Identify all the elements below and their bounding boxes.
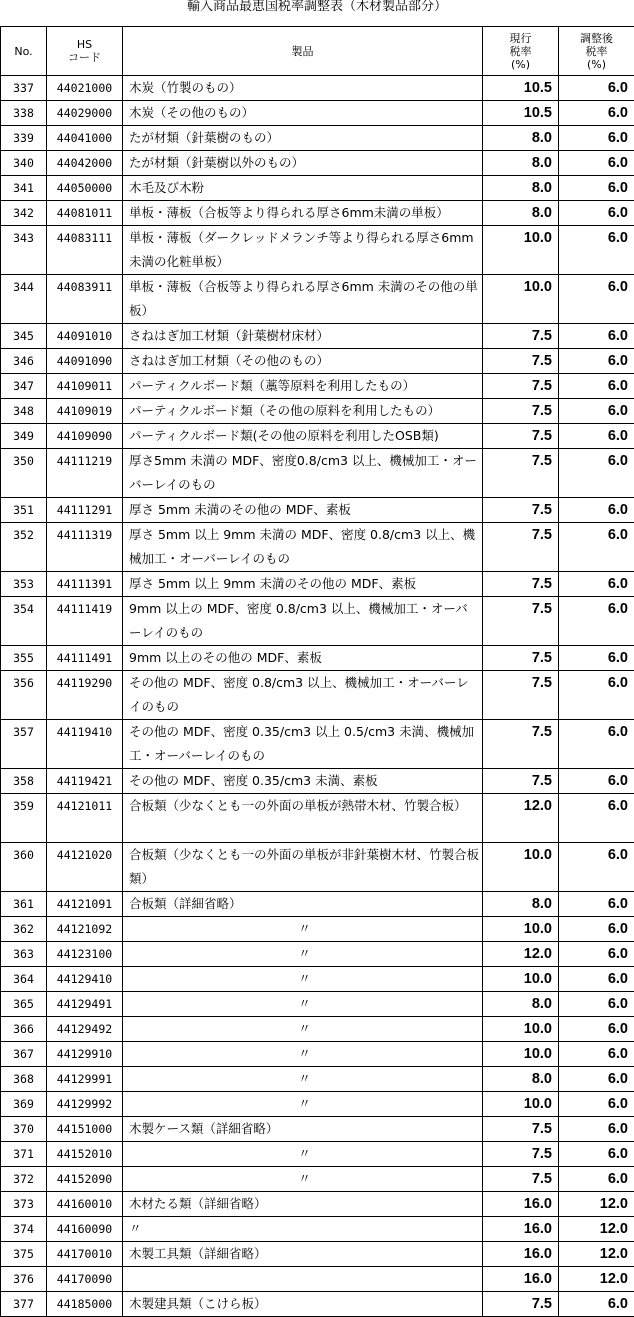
table-row: [1, 597, 634, 646]
product-cell: パーティクルボード類（その他の原料を利用したもの）: [123, 399, 483, 424]
hs-code-cell: 44185000: [47, 1292, 123, 1317]
product-cell: 厚さ 5mm 以上 9mm 未満の MDF、密度 0.8/cm3 以上、機械加工・オーバーレイのもの: [123, 523, 483, 572]
product-cell: その他の MDF、密度 0.35/cm3 未満、素板: [123, 769, 483, 794]
table-row: [1, 349, 634, 374]
table-row: [1, 572, 634, 597]
adjusted-rate-cell: 6.0: [559, 424, 634, 449]
adjusted-rate-cell: 6.0: [559, 1067, 634, 1092]
current-rate-cell: 7.5: [483, 1142, 559, 1167]
row-no: 360: [1, 843, 47, 892]
hs-code-cell: 44152090: [47, 1167, 123, 1192]
hs-code-cell: 44160090: [47, 1217, 123, 1242]
product-cell: さねはぎ加工材類（その他のもの）: [123, 349, 483, 374]
hs-code-cell: 44083911: [47, 275, 123, 324]
current-rate-cell: 8.0: [483, 992, 559, 1017]
header-row: [1, 27, 634, 76]
adjusted-rate-cell: 12.0: [559, 1267, 634, 1292]
header-no: No.: [1, 27, 47, 76]
hs-code-cell: 44119421: [47, 769, 123, 794]
tariff-table: [0, 26, 634, 1317]
current-rate-cell: 7.5: [483, 523, 559, 572]
table-row: [1, 917, 634, 942]
current-rate-cell: 12.0: [483, 942, 559, 967]
table-body: [1, 76, 634, 1317]
adjusted-rate-cell: 6.0: [559, 101, 634, 126]
product-cell: 木炭（その他のもの）: [123, 101, 483, 126]
table-row: [1, 1042, 634, 1067]
adjusted-rate-cell: 6.0: [559, 572, 634, 597]
table-row: [1, 275, 634, 324]
product-cell: 木毛及び木粉: [123, 176, 483, 201]
adjusted-rate-cell: 6.0: [559, 449, 634, 498]
adjusted-rate-cell: 6.0: [559, 967, 634, 992]
product-cell: その他の MDF、密度 0.8/cm3 以上、機械加工・オーバーレイのもの: [123, 671, 483, 720]
hs-code-cell: 44129991: [47, 1067, 123, 1092]
product-cell: 〃: [123, 1067, 483, 1092]
table-row: [1, 892, 634, 917]
current-rate-cell: 8.0: [483, 151, 559, 176]
adjusted-rate-cell: 6.0: [559, 942, 634, 967]
table-row: [1, 794, 634, 843]
current-rate-cell: 10.0: [483, 1017, 559, 1042]
row-no: 363: [1, 942, 47, 967]
table-row: [1, 449, 634, 498]
product-cell: 木製ケース類（詳細省略）: [123, 1117, 483, 1142]
current-rate-cell: 7.5: [483, 1117, 559, 1142]
row-no: 372: [1, 1167, 47, 1192]
table-row: [1, 126, 634, 151]
current-rate-cell: 10.0: [483, 1092, 559, 1117]
row-no: 346: [1, 349, 47, 374]
current-rate-cell: 7.5: [483, 324, 559, 349]
current-rate-cell: 7.5: [483, 1167, 559, 1192]
product-cell: さねはぎ加工材類（針葉樹材床材）: [123, 324, 483, 349]
hs-code-cell: 44123100: [47, 942, 123, 967]
row-no: 362: [1, 917, 47, 942]
row-no: 368: [1, 1067, 47, 1092]
adjusted-rate-cell: 6.0: [559, 151, 634, 176]
row-no: 351: [1, 498, 47, 523]
adjusted-rate-cell: 12.0: [559, 1242, 634, 1267]
document-title: 輸入商品最恵国税率調整表（木材製品部分）: [0, 0, 634, 26]
adjusted-rate-cell: 6.0: [559, 720, 634, 769]
adjusted-rate-cell: 6.0: [559, 1092, 634, 1117]
product-cell: 〃: [123, 1167, 483, 1192]
table-row: [1, 646, 634, 671]
table-row: [1, 1092, 634, 1117]
current-rate-cell: 7.5: [483, 374, 559, 399]
product-cell: パーティクルボード類(その他の原料を利用したOSB類): [123, 424, 483, 449]
product-cell: 〃: [123, 1142, 483, 1167]
row-no: 375: [1, 1242, 47, 1267]
current-rate-cell: 7.5: [483, 597, 559, 646]
adjusted-rate-cell: 6.0: [559, 275, 634, 324]
product-cell: 〃: [123, 1092, 483, 1117]
hs-code-cell: 44091090: [47, 349, 123, 374]
hs-code-cell: 44129910: [47, 1042, 123, 1067]
current-rate-cell: 10.0: [483, 1042, 559, 1067]
adjusted-rate-cell: 6.0: [559, 671, 634, 720]
row-no: 341: [1, 176, 47, 201]
hs-code-cell: 44121091: [47, 892, 123, 917]
current-rate-cell: 12.0: [483, 794, 559, 843]
adjusted-rate-cell: 6.0: [559, 349, 634, 374]
row-no: 358: [1, 769, 47, 794]
hs-code-cell: 44119410: [47, 720, 123, 769]
adjusted-rate-cell: 6.0: [559, 992, 634, 1017]
adjusted-rate-cell: 6.0: [559, 646, 634, 671]
table-row: [1, 424, 634, 449]
current-rate-cell: 7.5: [483, 646, 559, 671]
product-cell: 合板類（少なくとも一の外面の単板が非針葉樹木材、竹製合板類）: [123, 843, 483, 892]
hs-code-cell: 44109019: [47, 399, 123, 424]
table-row: [1, 399, 634, 424]
adjusted-rate-cell: 6.0: [559, 498, 634, 523]
row-no: 377: [1, 1292, 47, 1317]
hs-code-cell: 44152010: [47, 1142, 123, 1167]
hs-code-cell: 44081011: [47, 201, 123, 226]
row-no: 364: [1, 967, 47, 992]
adjusted-rate-cell: 12.0: [559, 1192, 634, 1217]
hs-code-cell: 44111419: [47, 597, 123, 646]
hs-code-cell: 44042000: [47, 151, 123, 176]
hs-code-cell: 44041000: [47, 126, 123, 151]
product-cell: 木材たる類（詳細省略）: [123, 1192, 483, 1217]
current-rate-cell: 10.5: [483, 101, 559, 126]
row-no: 350: [1, 449, 47, 498]
adjusted-rate-cell: 6.0: [559, 226, 634, 275]
adjusted-rate-cell: 6.0: [559, 1142, 634, 1167]
adjusted-rate-cell: 6.0: [559, 201, 634, 226]
table-row: [1, 76, 634, 101]
table-row: [1, 992, 634, 1017]
row-no: 370: [1, 1117, 47, 1142]
table-row: [1, 151, 634, 176]
current-rate-cell: 7.5: [483, 769, 559, 794]
row-no: 374: [1, 1217, 47, 1242]
current-rate-cell: 10.5: [483, 76, 559, 101]
current-rate-cell: 8.0: [483, 126, 559, 151]
hs-code-cell: 44119290: [47, 671, 123, 720]
hs-code-cell: 44170010: [47, 1242, 123, 1267]
hs-code-cell: 44170090: [47, 1267, 123, 1292]
hs-code-cell: 44111319: [47, 523, 123, 572]
row-no: 371: [1, 1142, 47, 1167]
hs-code-cell: 44129492: [47, 1017, 123, 1042]
adjusted-rate-cell: 6.0: [559, 597, 634, 646]
table-row: [1, 1242, 634, 1267]
hs-code-cell: 44129410: [47, 967, 123, 992]
row-no: 338: [1, 101, 47, 126]
adjusted-rate-cell: 6.0: [559, 917, 634, 942]
table-row: [1, 720, 634, 769]
current-rate-cell: 7.5: [483, 424, 559, 449]
adjusted-rate-cell: 6.0: [559, 76, 634, 101]
row-no: 352: [1, 523, 47, 572]
product-cell: たが材類（針葉樹のもの）: [123, 126, 483, 151]
hs-code-cell: 44121011: [47, 794, 123, 843]
product-cell: 厚さ5mm 未満の MDF、密度0.8/cm3 以上、機械加工・オーバーレイのもの: [123, 449, 483, 498]
hs-code-cell: 44111219: [47, 449, 123, 498]
product-cell: 厚さ 5mm 以上 9mm 未満のその他の MDF、素板: [123, 572, 483, 597]
current-rate-cell: 16.0: [483, 1192, 559, 1217]
adjusted-rate-cell: 6.0: [559, 1167, 634, 1192]
product-cell: 〃: [123, 1017, 483, 1042]
table-row: [1, 226, 634, 275]
product-cell: 木製工具類（詳細省略）: [123, 1242, 483, 1267]
product-cell: 合板類（少なくとも一の外面の単板が熱帯木材、竹製合板）: [123, 794, 483, 843]
product-cell: [123, 1267, 483, 1292]
hs-code-cell: 44121092: [47, 917, 123, 942]
current-rate-cell: 7.5: [483, 1292, 559, 1317]
product-cell: 単板・薄板（合板等より得られる厚さ6mm未満の単板）: [123, 201, 483, 226]
row-no: 348: [1, 399, 47, 424]
product-cell: 〃: [123, 942, 483, 967]
row-no: 343: [1, 226, 47, 275]
current-rate-cell: 10.0: [483, 275, 559, 324]
row-no: 349: [1, 424, 47, 449]
current-rate-cell: 16.0: [483, 1217, 559, 1242]
hs-code-cell: 44050000: [47, 176, 123, 201]
table-row: [1, 1217, 634, 1242]
adjusted-rate-cell: 6.0: [559, 523, 634, 572]
product-cell: 9mm 以上のその他の MDF、素板: [123, 646, 483, 671]
adjusted-rate-cell: 6.0: [559, 1017, 634, 1042]
hs-code-cell: 44029000: [47, 101, 123, 126]
product-cell: 木炭（竹製のもの）: [123, 76, 483, 101]
row-no: 373: [1, 1192, 47, 1217]
table-row: [1, 201, 634, 226]
adjusted-rate-cell: 12.0: [559, 1217, 634, 1242]
current-rate-cell: 7.5: [483, 720, 559, 769]
table-row: [1, 967, 634, 992]
row-no: 339: [1, 126, 47, 151]
product-cell: 単板・薄板（合板等より得られる厚さ6mm 未満のその他の単板）: [123, 275, 483, 324]
row-no: 355: [1, 646, 47, 671]
table-row: [1, 1117, 634, 1142]
header-current-rate: 現行 税率 (%): [483, 27, 559, 76]
product-cell: 合板類（詳細省略）: [123, 892, 483, 917]
table-row: [1, 1167, 634, 1192]
hs-code-cell: 44111391: [47, 572, 123, 597]
hs-code-cell: 44160010: [47, 1192, 123, 1217]
table-row: [1, 843, 634, 892]
hs-code-cell: 44129491: [47, 992, 123, 1017]
current-rate-cell: 10.0: [483, 967, 559, 992]
row-no: 367: [1, 1042, 47, 1067]
header-hs-code: HS コード: [47, 27, 123, 76]
hs-code-cell: 44091010: [47, 324, 123, 349]
hs-code-cell: 44083111: [47, 226, 123, 275]
current-rate-cell: 7.5: [483, 572, 559, 597]
product-cell: 〃: [123, 917, 483, 942]
product-cell: パーティクルボード類（藁等原料を利用したもの）: [123, 374, 483, 399]
row-no: 366: [1, 1017, 47, 1042]
hs-code-cell: 44111291: [47, 498, 123, 523]
current-rate-cell: 8.0: [483, 176, 559, 201]
product-cell: 〃: [123, 1217, 483, 1242]
current-rate-cell: 10.0: [483, 226, 559, 275]
table-row: [1, 769, 634, 794]
row-no: 342: [1, 201, 47, 226]
hs-code-cell: 44109090: [47, 424, 123, 449]
product-cell: 〃: [123, 1042, 483, 1067]
row-no: 344: [1, 275, 47, 324]
table-row: [1, 498, 634, 523]
table-row: [1, 374, 634, 399]
product-cell: 木製建具類（こけら板）: [123, 1292, 483, 1317]
row-no: 356: [1, 671, 47, 720]
adjusted-rate-cell: 6.0: [559, 1042, 634, 1067]
product-cell: その他の MDF、密度 0.35/cm3 以上 0.5/cm3 未満、機械加工・オーバーレイのもの: [123, 720, 483, 769]
header-adjusted-rate: 調整後 税率 (%): [559, 27, 634, 76]
row-no: 345: [1, 324, 47, 349]
row-no: 337: [1, 76, 47, 101]
row-no: 340: [1, 151, 47, 176]
hs-code-cell: 44151000: [47, 1117, 123, 1142]
product-cell: 単板・薄板（ダークレッドメランチ等より得られる厚さ6mm 未満の化粧単板）: [123, 226, 483, 275]
header-product: 製品: [123, 27, 483, 76]
table-row: [1, 942, 634, 967]
row-no: 369: [1, 1092, 47, 1117]
current-rate-cell: 10.0: [483, 843, 559, 892]
adjusted-rate-cell: 6.0: [559, 1117, 634, 1142]
adjusted-rate-cell: 6.0: [559, 126, 634, 151]
current-rate-cell: 7.5: [483, 449, 559, 498]
row-no: 357: [1, 720, 47, 769]
current-rate-cell: 8.0: [483, 892, 559, 917]
row-no: 353: [1, 572, 47, 597]
current-rate-cell: 8.0: [483, 1067, 559, 1092]
current-rate-cell: 10.0: [483, 917, 559, 942]
adjusted-rate-cell: 6.0: [559, 794, 634, 843]
table-row: [1, 1067, 634, 1092]
product-cell: 9mm 以上の MDF、密度 0.8/cm3 以上、機械加工・オーバーレイのもの: [123, 597, 483, 646]
current-rate-cell: 7.5: [483, 399, 559, 424]
adjusted-rate-cell: 6.0: [559, 843, 634, 892]
hs-code-cell: 44129992: [47, 1092, 123, 1117]
current-rate-cell: 16.0: [483, 1267, 559, 1292]
table-row: [1, 1292, 634, 1317]
adjusted-rate-cell: 6.0: [559, 769, 634, 794]
adjusted-rate-cell: 6.0: [559, 892, 634, 917]
row-no: 365: [1, 992, 47, 1017]
product-cell: 〃: [123, 967, 483, 992]
table-row: [1, 324, 634, 349]
table-row: [1, 1017, 634, 1042]
table-row: [1, 1267, 634, 1292]
table-row: [1, 671, 634, 720]
adjusted-rate-cell: 6.0: [559, 176, 634, 201]
table-row: [1, 1192, 634, 1217]
hs-code-cell: 44121020: [47, 843, 123, 892]
hs-code-cell: 44111491: [47, 646, 123, 671]
row-no: 376: [1, 1267, 47, 1292]
table-row: [1, 523, 634, 572]
current-rate-cell: 7.5: [483, 671, 559, 720]
table-row: [1, 176, 634, 201]
adjusted-rate-cell: 6.0: [559, 399, 634, 424]
adjusted-rate-cell: 6.0: [559, 324, 634, 349]
product-cell: たが材類（針葉樹以外のもの）: [123, 151, 483, 176]
product-cell: 〃: [123, 992, 483, 1017]
adjusted-rate-cell: 6.0: [559, 374, 634, 399]
row-no: 361: [1, 892, 47, 917]
table-row: [1, 1142, 634, 1167]
current-rate-cell: 8.0: [483, 201, 559, 226]
product-cell: 厚さ 5mm 未満のその他の MDF、素板: [123, 498, 483, 523]
current-rate-cell: 16.0: [483, 1242, 559, 1267]
row-no: 354: [1, 597, 47, 646]
table-row: [1, 101, 634, 126]
hs-code-cell: 44021000: [47, 76, 123, 101]
current-rate-cell: 7.5: [483, 349, 559, 374]
current-rate-cell: 7.5: [483, 498, 559, 523]
row-no: 347: [1, 374, 47, 399]
adjusted-rate-cell: 6.0: [559, 1292, 634, 1317]
hs-code-cell: 44109011: [47, 374, 123, 399]
row-no: 359: [1, 794, 47, 843]
